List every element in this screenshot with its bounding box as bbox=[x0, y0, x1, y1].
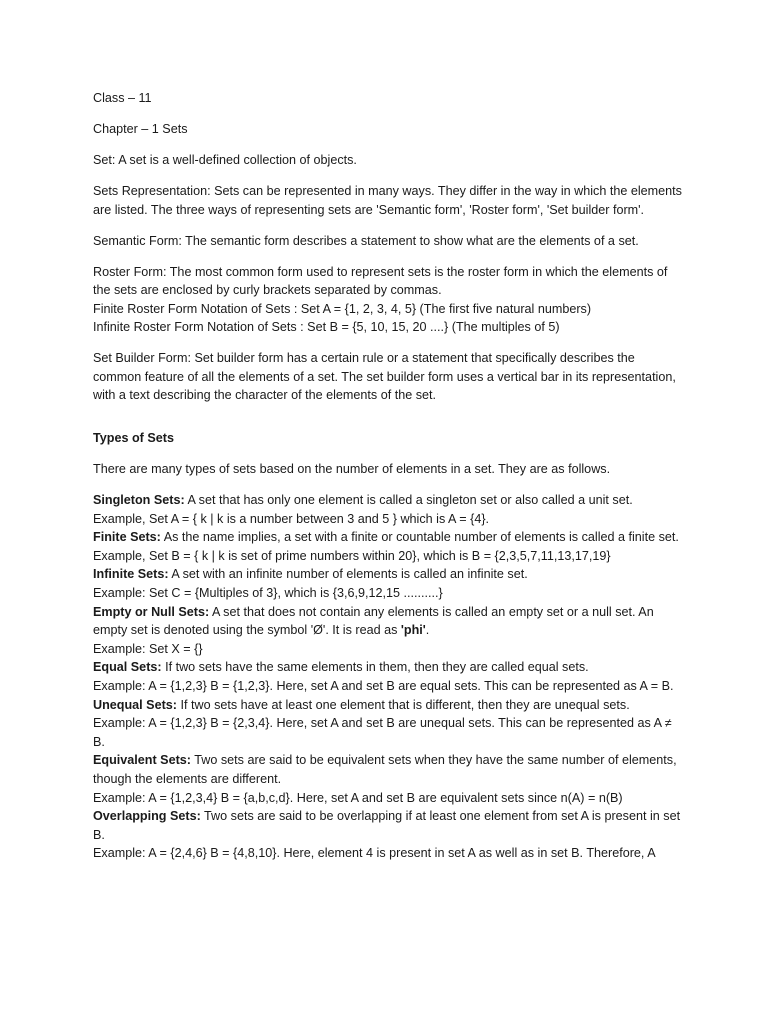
infinite-sets-example: Example: Set C = {Multiples of 3}, which is {3,6,9,12,15 ..........} bbox=[93, 586, 443, 600]
empty-sets-example: Example: Set X = {} bbox=[93, 641, 203, 656]
singleton-sets-definition bbox=[93, 491, 683, 510]
equivalent-sets-term: Equivalent Sets: bbox=[93, 753, 191, 768]
sets-representation-paragraph: Sets Representation: Sets can be represented in many ways. They differ in the way in which the elements are listed. The three ways of representing sets are 'Semantic form', 'Roster form', 'Set builder form'. bbox=[93, 183, 682, 217]
unequal-sets-definition bbox=[93, 696, 683, 715]
unequal-sets-text: If two sets have at least one element that is different, then they are unequal sets. bbox=[176, 697, 630, 712]
equal-sets-example: Example: A = {1,2,3} B = {1,2,3}. Here, set A and set B are equal sets. This can be represented as A = B. bbox=[93, 678, 674, 693]
singleton-sets-text: A set that has only one element is called a singleton set or also called a unit set. bbox=[184, 493, 633, 508]
finite-sets-definition bbox=[93, 528, 683, 547]
overlapping-sets-definition bbox=[93, 807, 683, 844]
overlapping-sets-text: Two sets are said to be overlapping if at least one element from set A is present in set B. bbox=[93, 809, 681, 842]
infinite-sets-text: A set with an infinite number of elements is called an infinite set. bbox=[168, 567, 528, 582]
unequal-sets-example: Example: A = {1,2,3} B = {2,3,4}. Here, set A and set B are unequal sets. This can be represented as A ≠ B. bbox=[93, 716, 672, 749]
phi-term: 'phi' bbox=[400, 623, 426, 638]
overlapping-sets-example: Example: A = {2,4,6} B = {4,8,10}. Here, element 4 is present in set A as well as in set B. Therefore, A bbox=[93, 846, 656, 861]
types-of-sets-heading: Types of Sets bbox=[93, 431, 174, 446]
types-intro-paragraph: There are many types of sets based on the number of elements in a set. They are as follows. bbox=[93, 462, 611, 477]
equivalent-sets-text: Two sets are said to be equivalent sets when they have the same number of elements, though the elements are different. bbox=[93, 753, 677, 786]
roster-form-paragraph: Roster Form: The most common form used to represent sets is the roster form in which the elements of the sets are enclosed by curly brackets separated by commas. bbox=[93, 264, 668, 298]
singleton-sets-term: Singleton Sets: bbox=[93, 493, 185, 508]
equivalent-sets-definition bbox=[93, 751, 683, 788]
chapter-line: Chapter – 1 Sets bbox=[93, 121, 188, 136]
overlapping-sets-term: Overlapping Sets: bbox=[93, 809, 201, 824]
class-line: Class – 11 bbox=[93, 91, 152, 105]
document-page bbox=[93, 89, 683, 863]
empty-sets-text: A set that does not contain any elements is called an empty set or a null set. An empty set is denoted using the symbol 'Ø'. It is read as bbox=[93, 604, 654, 638]
set-builder-paragraph: Set Builder Form: Set builder form has a certain rule or a statement that specifically describes the common feature of all the elements of a set. The set builder form uses a vertical bar in its representation, with a text describing the character of the elements of the set. bbox=[93, 351, 676, 403]
finite-sets-text: As the name implies, a set with a finite or countable number of elements is called a finite set. bbox=[160, 530, 679, 545]
finite-sets-term: Finite Sets: bbox=[93, 530, 161, 545]
unequal-sets-term: Unequal Sets: bbox=[93, 697, 177, 712]
singleton-sets-example: Example, Set A = { k | k is a number between 3 and 5 } which is A = {4}. bbox=[93, 511, 490, 526]
infinite-roster-line: Infinite Roster Form Notation of Sets : Set B = {5, 10, 15, 20 ....} (The multiples of 5) bbox=[93, 320, 560, 335]
equal-sets-term: Equal Sets: bbox=[93, 660, 162, 675]
equivalent-sets-example: Example: A = {1,2,3,4} B = {a,b,c,d}. Here, set A and set B are equivalent sets since n(A) = n(B) bbox=[93, 790, 623, 805]
equal-sets-text: If two sets have the same elements in them, then they are called equal sets. bbox=[161, 660, 589, 675]
infinite-sets-term: Infinite Sets: bbox=[93, 567, 169, 582]
set-definition: Set: A set is a well-defined collection of objects. bbox=[93, 152, 357, 167]
empty-sets-term: Empty or Null Sets: bbox=[93, 604, 210, 619]
empty-sets-definition bbox=[93, 603, 683, 640]
equal-sets-definition bbox=[93, 658, 683, 677]
finite-sets-example: Example, Set B = { k | k is set of prime numbers within 20}, which is B = {2,3,5,7,11,13,17,19} bbox=[93, 548, 611, 563]
infinite-sets-definition bbox=[93, 565, 683, 584]
empty-sets-text-end: . bbox=[425, 623, 430, 638]
finite-roster-line: Finite Roster Form Notation of Sets : Set A = {1, 2, 3, 4, 5} (The first five natural numbers) bbox=[93, 301, 592, 316]
semantic-form-paragraph: Semantic Form: The semantic form describes a statement to show what are the elements of a set. bbox=[93, 233, 639, 248]
